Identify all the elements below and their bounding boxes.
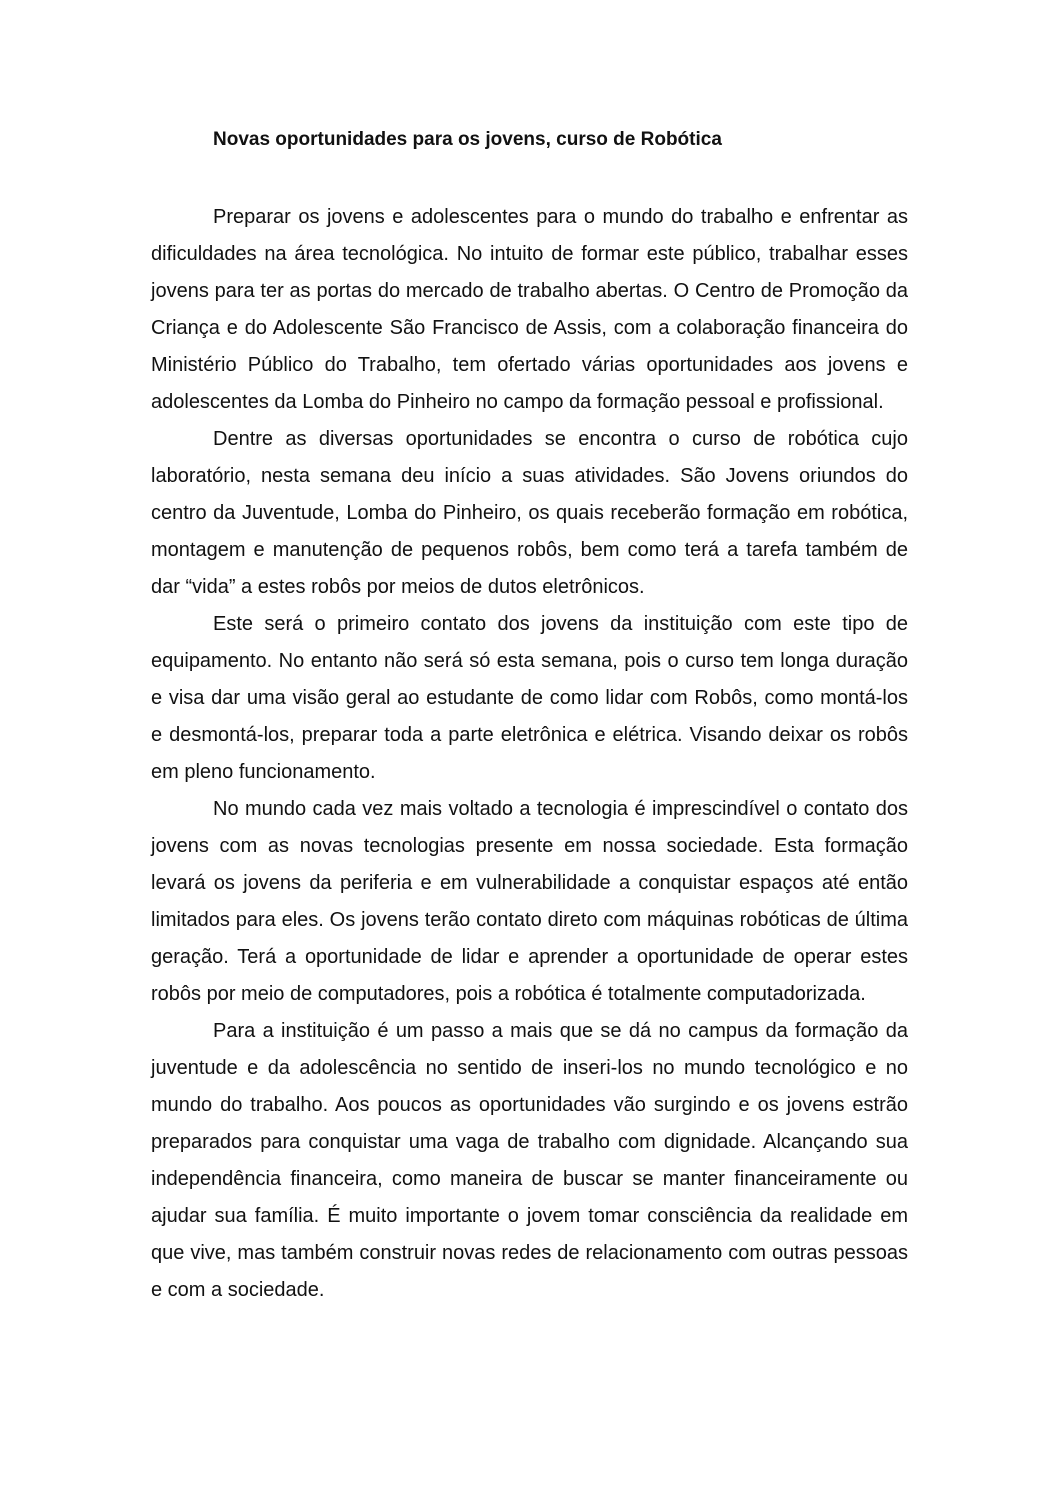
document-body [151,199,908,1309]
paragraph-4: No mundo cada vez mais voltado a tecnologia é imprescindível o contato dos jovens com as novas tecnologias presente em nossa sociedade. Esta formação levará os jovens da periferia e em vulnerabilidade a conquistar espaços até então limitados para eles. Os jovens terão contato direto com máquinas robóticas de última geração. Terá a oportunidade de lidar e aprender a oportunidade de operar estes robôs por meio de computadores, pois a robótica é totalmente computadorizada. [151,798,908,1005]
paragraph-1: Preparar os jovens e adolescentes para o mundo do trabalho e enfrentar as dificuldades na área tecnológica. No intuito de formar este público, trabalhar esses jovens para ter as portas do mercado de trabalho abertas. O Centro de Promoção da Criança e do Adolescente São Francisco de Assis, com a colaboração financeira do Ministério Público do Trabalho, tem ofertado várias oportunidades aos jovens e adolescentes da Lomba do Pinheiro no campo da formação pessoal e profissional. [151,206,908,413]
paragraph-5: Para a instituição é um passo a mais que se dá no campus da formação da juventude e da adolescência no sentido de inseri-los no mundo tecnológico e no mundo do trabalho. Aos poucos as oportunidades vão surgindo e os jovens estrão preparados para conquistar uma vaga de trabalho com dignidade. Alcançando sua independência financeira, como maneira de buscar se manter financeiramente ou ajudar sua família. É muito importante o jovem tomar consciência da realidade em que vive, mas também construir novas redes de relacionamento com outras pessoas e com a sociedade. [151,1020,908,1301]
document-title: Novas oportunidades para os jovens, curso de Robótica [213,129,722,150]
paragraph-3: Este será o primeiro contato dos jovens da instituição com este tipo de equipamento. No entanto não será só esta semana, pois o curso tem longa duração e visa dar uma visão geral ao estudante de como lidar com Robôs, como montá-los e desmontá-los, preparar toda a parte eletrônica e elétrica. Visando deixar os robôs em pleno funcionamento. [151,613,908,783]
paragraph-2: Dentre as diversas oportunidades se encontra o curso de robótica cujo laboratório, nesta semana deu início a suas atividades. São Jovens oriundos do centro da Juventude, Lomba do Pinheiro, os quais receberão formação em robótica, montagem e manutenção de pequenos robôs, bem como terá a tarefa também de dar “vida” a estes robôs por meios de dutos eletrônicos. [151,428,908,598]
